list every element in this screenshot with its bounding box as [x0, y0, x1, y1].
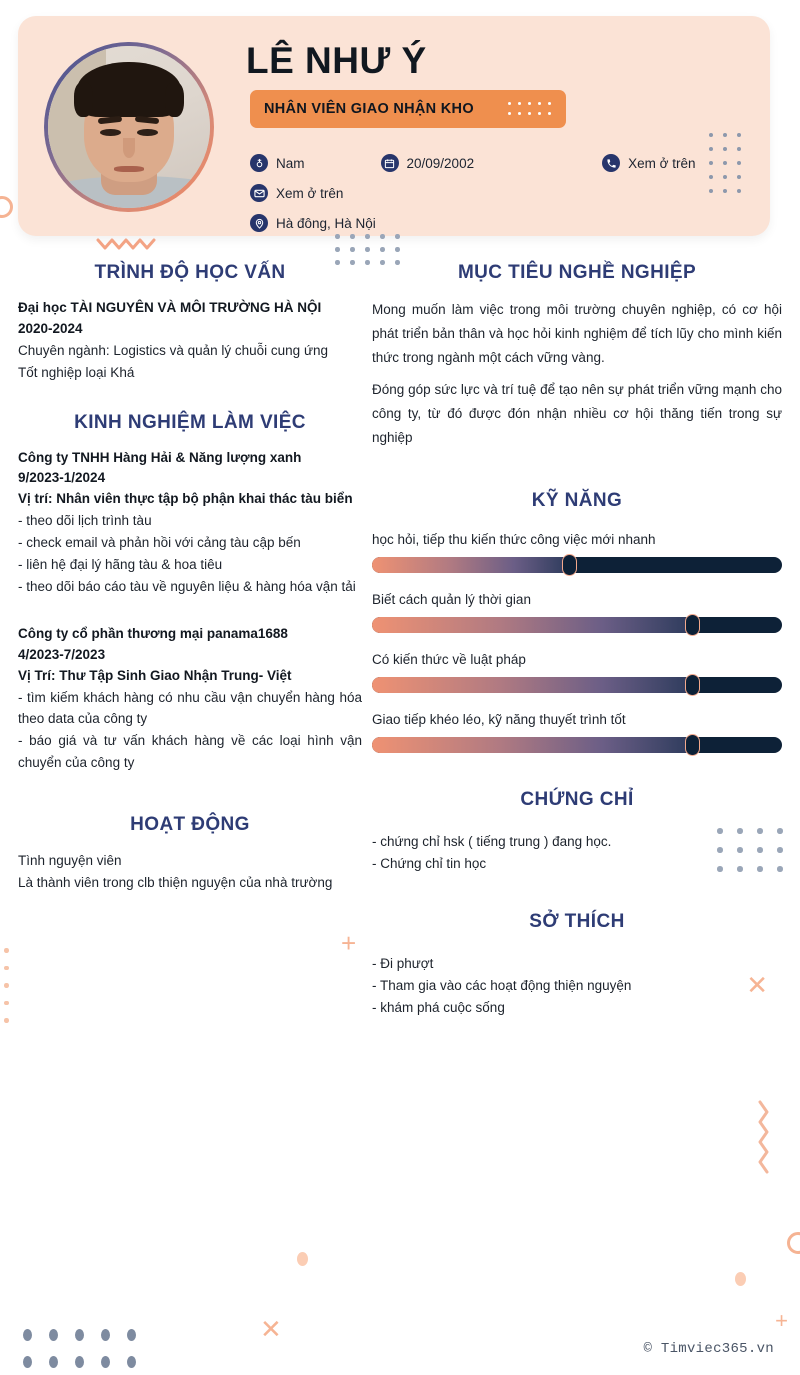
contact-location-text: Hà đông, Hà Nội: [276, 215, 376, 231]
vertical-zigzag-decoration-icon: [754, 1100, 772, 1189]
hobbies-section: [372, 911, 782, 1019]
skill-bar-fill: [372, 737, 692, 753]
hobby-item: - khám phá cuộc sống: [372, 999, 505, 1015]
contact-gender: [250, 154, 305, 172]
skill-bar[interactable]: [372, 737, 782, 753]
badge-dot-grid-icon: [504, 99, 554, 119]
objective-section: [372, 262, 782, 450]
skills-section: [372, 490, 782, 753]
dot-column-decoration-icon: [4, 948, 9, 1036]
experience-title: KINH NGHIỆM LÀM VIỆC: [74, 411, 306, 433]
skill-bar-knob[interactable]: [685, 614, 700, 636]
job-period: 4/2023-7/2023: [18, 646, 106, 662]
contact-list: [250, 148, 720, 236]
job-duty: - check email và phản hồi với cảng tàu cập bến: [18, 535, 301, 551]
activities-title: HOẠT ĐỘNG: [130, 813, 250, 835]
education-section: [18, 262, 362, 384]
job-period: 9/2023-1/2024: [18, 470, 106, 486]
skill-item: [372, 592, 782, 633]
plus-decoration-icon: +: [341, 928, 357, 958]
objective-paragraph: Đóng góp sức lực và trí tuệ để tạo nên sự phát triển vững mạnh cho công ty, từ đó được đón nhận nhiều cơ hội thăng tiến trong sự nghiệp: [372, 382, 782, 446]
hobbies-title: SỞ THÍCH: [529, 910, 625, 932]
email-icon: [250, 184, 268, 202]
certificate-item: - Chứng chỉ tin học: [372, 855, 487, 871]
skill-label: Biết cách quản lý thời gian: [372, 592, 531, 608]
phone-icon: [602, 154, 620, 172]
job-position: Vị Trí: Thư Tập Sinh Giao Nhận Trung- Việt: [18, 667, 292, 683]
contact-birthdate-text: 20/09/2002: [406, 155, 475, 171]
skill-bar-knob[interactable]: [685, 674, 700, 696]
job-duty: - báo giá và tư vấn khách hàng về các loại hình vận chuyển của công ty: [18, 733, 362, 771]
education-title: TRÌNH ĐỘ HỌC VẤN: [94, 262, 286, 283]
experience-section: [18, 412, 362, 774]
job-company: Công ty cổ phần thương mại panama1688: [18, 625, 288, 641]
contact-phone: [602, 154, 695, 172]
job-title-label: NHÂN VIÊN GIAO NHẬN KHO: [264, 101, 474, 117]
x-decoration-right-icon: ✕: [746, 970, 768, 1000]
header-card: [18, 16, 770, 236]
education-years: 2020-2024: [18, 320, 83, 336]
right-column: [372, 262, 782, 1046]
skills-title: KỸ NĂNG: [531, 490, 623, 512]
contact-gender-text: Nam: [276, 155, 305, 171]
contact-location: [250, 214, 376, 232]
x-decoration-bottom-icon: ✕: [260, 1314, 282, 1344]
dot-decoration-2-icon: [735, 1272, 746, 1286]
job-company: Công ty TNHH Hàng Hải & Năng lượng xanh: [18, 449, 302, 465]
skill-bar[interactable]: [372, 617, 782, 633]
dot-grid-decoration-bottom-left-icon: [14, 1322, 144, 1375]
contact-email-text: Xem ở trên: [276, 185, 344, 201]
job-position: Vị trí: Nhân viên thực tập bộ phận khai thác tàu biển: [18, 491, 353, 507]
education-major: Chuyên ngành: Logistics và quản lý chuỗi cung ứng: [18, 342, 328, 358]
objective-paragraph: Mong muốn làm việc trong môi trường chuyên nghiệp, có cơ hội phát triển bản thân và học hỏi kinh nghiệm để tích lũy cho mình kiến thức trong ngành một cách vững vàng.: [372, 302, 782, 366]
objective-title: MỤC TIÊU NGHỀ NGHIỆP: [457, 262, 697, 283]
contact-email: [250, 184, 343, 202]
avatar-photo: [48, 46, 210, 208]
contact-row-2: [250, 178, 720, 208]
skill-bar-fill: [372, 557, 569, 573]
ring-decoration-left-icon: [0, 196, 13, 218]
location-icon: [250, 214, 268, 232]
header-dot-grid-icon: [704, 128, 746, 198]
candidate-name: LÊ NHƯ Ý: [246, 40, 427, 81]
activities-section: [18, 814, 362, 894]
job-duty: - theo dõi báo cáo tàu về nguyên liệu & hàng hóa vận tải: [18, 578, 356, 594]
skill-bar[interactable]: [372, 557, 782, 573]
skill-label: Có kiến thức về luật pháp: [372, 652, 526, 668]
skill-bar-fill: [372, 677, 692, 693]
avatar: [44, 42, 214, 212]
education-grade: Tốt nghiệp loại Khá: [18, 364, 135, 380]
contact-row-3: [250, 208, 720, 236]
certificate-item: - chứng chỉ hsk ( tiếng trung ) đang học.: [372, 834, 612, 850]
skill-bar-fill: [372, 617, 692, 633]
skill-label: học hỏi, tiếp thu kiến thức công việc mới nhanh: [372, 532, 656, 548]
skill-label: Giao tiếp khéo léo, kỹ năng thuyết trình tốt: [372, 712, 626, 728]
certificates-section: [372, 789, 782, 875]
zigzag-decoration-icon: [96, 236, 158, 257]
skill-bar[interactable]: [372, 677, 782, 693]
education-school: Đại học TÀI NGUYÊN VÀ MÔI TRƯỜNG HÀ NỘI: [18, 300, 322, 315]
contact-row-1: [250, 148, 720, 178]
experience-job-2: [18, 624, 362, 774]
hobby-item: - Đi phượt: [372, 955, 434, 971]
skill-item: [372, 712, 782, 753]
calendar-icon: [381, 154, 399, 172]
skill-bar-knob[interactable]: [562, 554, 577, 576]
job-title-badge: [250, 90, 566, 128]
job-duty: - tìm kiếm khách hàng có nhu cầu vận chuyển hàng hóa theo data của công ty: [18, 689, 362, 727]
skill-bar-knob[interactable]: [685, 734, 700, 756]
contact-birthdate: [381, 154, 475, 172]
activity-line: Là thành viên trong clb thiện nguyện của nhà trường: [18, 874, 333, 890]
job-duty: - theo dõi lịch trình tàu: [18, 513, 152, 529]
left-column: [18, 262, 362, 922]
plus-decoration-2-icon: +: [775, 1308, 788, 1333]
footer-credit: © Timviec365.vn: [643, 1341, 774, 1357]
gender-icon: [250, 154, 268, 172]
experience-job-1: [18, 448, 362, 598]
ring-decoration-right-icon: [787, 1232, 800, 1254]
hobby-item: - Tham gia vào các hoạt động thiện nguyện: [372, 977, 632, 993]
job-duty: - liên hệ đại lý hãng tàu & hoa tiêu: [18, 557, 223, 573]
contact-phone-text: Xem ở trên: [628, 155, 696, 171]
skill-item: [372, 652, 782, 693]
activity-line: Tình nguyện viên: [18, 852, 122, 868]
dot-decoration-1-icon: [297, 1252, 308, 1266]
certificates-title: CHỨNG CHỈ: [520, 789, 634, 811]
skill-item: [372, 532, 782, 573]
